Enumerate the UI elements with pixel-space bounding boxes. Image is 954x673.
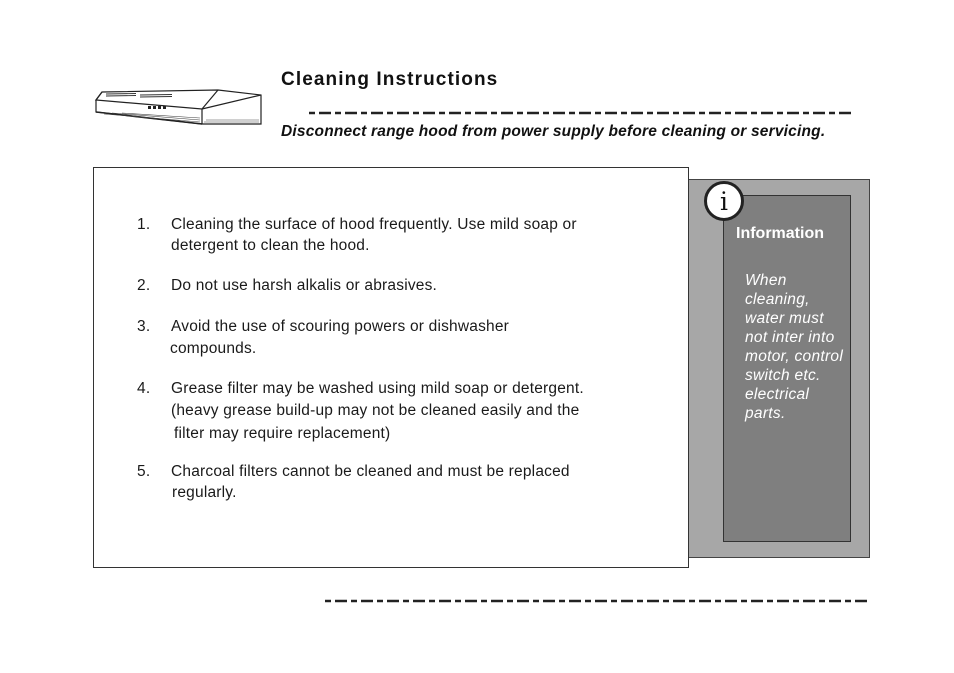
dashed-divider-bottom (325, 599, 870, 603)
item-number: 5. (137, 463, 151, 480)
item-line: compounds. (170, 340, 257, 357)
page-title: Cleaning Instructions (281, 69, 499, 90)
item-line: regularly. (172, 484, 237, 501)
item-text (171, 316, 661, 359)
item-line: Cleaning the surface of hood frequently. Use mild soap or (171, 216, 577, 233)
item-line: detergent to clean the hood. (171, 237, 370, 254)
info-icon: i (704, 181, 744, 221)
item-line: (heavy grease build-up may not be cleaned easily and the (171, 402, 580, 419)
item-line: Avoid the use of scouring powers or dishwasher (171, 318, 510, 335)
info-text: When cleaning, water must not inter into motor, control switch etc. electrical parts. (745, 272, 844, 422)
item-number: 2. (137, 277, 151, 294)
info-heading: Information (736, 225, 824, 242)
item-line: Grease filter may be washed using mild soap or detergent. (171, 380, 584, 397)
dashed-divider-top (309, 111, 854, 115)
item-number: 4. (137, 380, 151, 397)
range-hood-illustration (92, 84, 264, 130)
item-text (171, 378, 661, 444)
safety-warning: Disconnect range hood from power supply before cleaning or servicing. (281, 123, 826, 140)
item-text (171, 461, 661, 503)
item-number: 3. (137, 318, 151, 335)
item-text (171, 214, 661, 256)
item-number: 1. (137, 216, 151, 233)
item-line: Do not use harsh alkalis or abrasives. (171, 277, 438, 294)
item-line: Charcoal filters cannot be cleaned and must be replaced (171, 463, 570, 480)
item-line: filter may require replacement) (174, 425, 391, 442)
item-text (171, 275, 661, 296)
